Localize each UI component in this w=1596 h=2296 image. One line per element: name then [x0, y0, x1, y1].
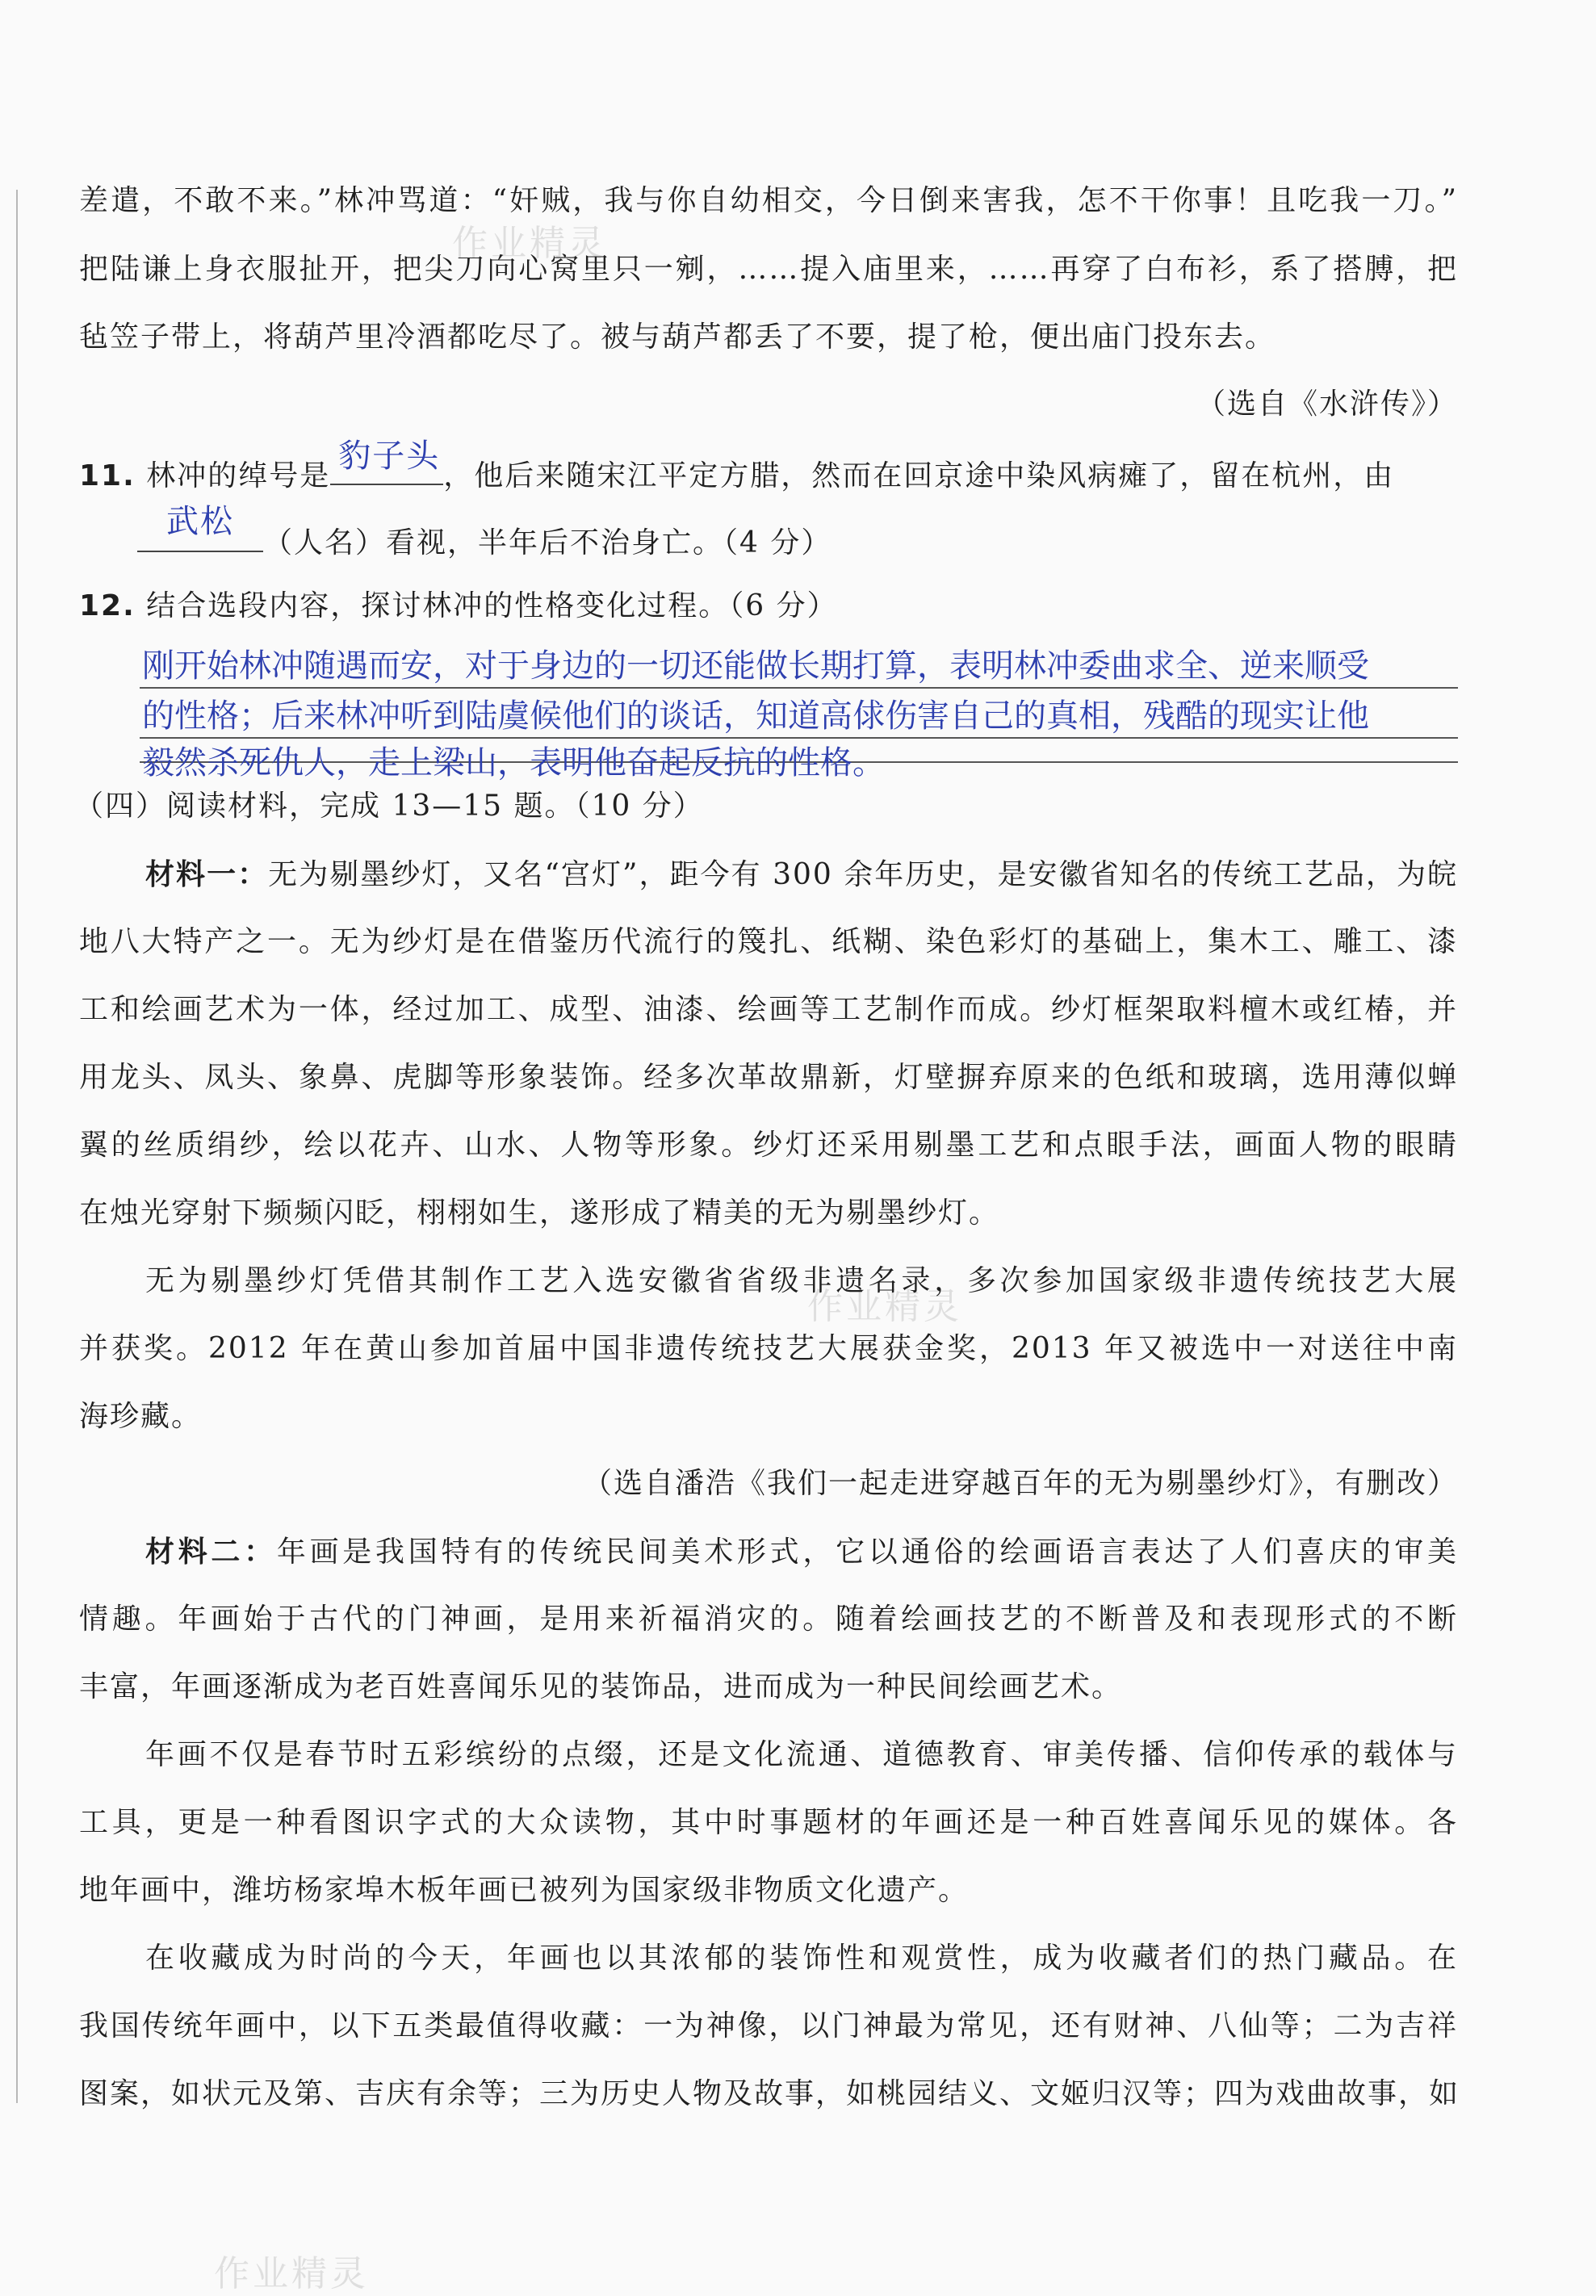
question-number: 12. — [79, 589, 136, 622]
material-2-line: 在收藏成为时尚的今天，年画也以其浓郁的装饰性和观赏性，成为收藏者们的热门藏品。在 — [145, 1942, 1458, 1975]
material-1-line: 用龙头、凤头、象鼻、虎脚等形象装饰。经多次革故鼎新，灯壁摒弃原来的色纸和玻璃，选用薄似蝉 — [79, 1061, 1458, 1094]
material-2-line: 情趣。年画始于古代的门神画，是用来祈福消灾的。随着绘画技艺的不断普及和表现形式的不断 — [79, 1603, 1458, 1636]
material-1-line: 海珍藏。 — [79, 1400, 203, 1433]
material-1-line: 工和绘画艺术为一体，经过加工、成型、油漆、绘画等工艺制作而成。纱灯框架取料檀木或红椿，并 — [79, 993, 1458, 1026]
material-1-line: 并获奖。2012 年在黄山参加首届中国非遗传统技艺大展获金奖，2013 年又被选中一对送往中南 — [79, 1332, 1458, 1365]
passage-line: 把陆谦上身衣服扯开，把尖刀向心窝里只一剜，……提入庙里来，……再穿了白布衫，系了搭膊，把 — [79, 253, 1458, 286]
handwritten-answer-line: 的性格；后来林冲听到陆虞候他们的谈话，知道高俅伤害自己的真相，残酷的现实让他 — [142, 698, 1369, 735]
question-11 — [79, 438, 1395, 494]
question-number: 11. — [79, 459, 136, 492]
handwritten-answer-line: 刚开始林冲随遇而安，对于身边的一切还能做长期打算，表明林冲委曲求全、逆来顺受 — [142, 647, 1369, 685]
material-1-line: 地八大特产之一。无为纱灯是在借鉴历代流行的篾扎、纸糊、染色彩灯的基础上，集木工、雕工、漆 — [79, 925, 1458, 958]
material-label: 材料一： — [145, 857, 269, 891]
answer-blank — [137, 503, 263, 552]
question-11-continued — [137, 503, 832, 561]
section-heading: （四）阅读材料，完成 13—15 题。（10 分） — [74, 790, 704, 823]
passage-line: 差遣，不敢不来。”林冲骂道：“奸贼，我与你自幼相交，今日倒来害我，怎不干你事！且吃我一刀。” — [79, 184, 1458, 217]
question-text: 林冲的绰号是 — [146, 459, 331, 492]
answer-blank — [330, 438, 443, 485]
answer-rule — [140, 737, 1458, 739]
material-2-line: 图案，如状元及第、吉庆有余等；三为历史人物及故事，如桃园结义、文姬归汉等；四为戏曲故事，如 — [79, 2077, 1460, 2110]
answer-rule — [140, 687, 1458, 689]
passage-line: 毡笠子带上，将葫芦里冷酒都吃尽了。被与葫芦都丢了不要，提了枪，便出庙门投东去。 — [79, 321, 1276, 354]
material-2-line: 地年画中，潍坊杨家埠木板年画已被列为国家级非物质文化遗产。 — [79, 1874, 970, 1907]
material-2-line: 工具，更是一种看图识字式的大众读物，其中时事题材的年画还是一种百姓喜闻乐见的媒体。各 — [79, 1806, 1458, 1839]
question-text: 结合选段内容，探讨林冲的性格变化过程。（6 分） — [146, 589, 838, 622]
watermark: 作业精灵 — [214, 2253, 369, 2294]
material-2-line: 丰富，年画逐渐成为老百姓喜闻乐见的装饰品，进而成为一种民间绘画艺术。 — [79, 1670, 1123, 1703]
material-1-line: 无为剔墨纱灯凭借其制作工艺入选安徽省省级非遗名录，多次参加国家级非遗传统技艺大展 — [145, 1264, 1458, 1297]
handwritten-answer-line: 毅然杀死仇人，走上梁山，表明他奋起反抗的性格。 — [142, 744, 885, 781]
material-1-line: 材料一：无为剔墨纱灯，又名“宫灯”，距今有 300 余年历史，是安徽省知名的传统工艺品，为皖 — [145, 857, 1458, 891]
watermark: 作业精灵 — [452, 223, 607, 264]
handwritten-answer: 武松 — [166, 503, 234, 540]
material-2-line: 我国传统年画中，以下五类最值得收藏：一为神像，以门神最为常见，还有财神、八仙等；二为吉祥 — [79, 2009, 1458, 2043]
material-1-source: （选自潘浩《我们一起走进穿越百年的无为剔墨纱灯》，有删改） — [582, 1467, 1458, 1500]
question-text: ，他后来随宋江平定方腊，然而在回京途中染风病瘫了，留在杭州，由 — [443, 459, 1395, 492]
material-1-line: 在烛光穿射下频频闪眨，栩栩如生，遂形成了精美的无为剔墨纱灯。 — [79, 1196, 1000, 1230]
watermark: 作业精灵 — [807, 1286, 962, 1327]
passage-source: （选自《水浒传》） — [1196, 388, 1458, 421]
question-12 — [79, 589, 838, 624]
handwritten-answer: 豹子头 — [338, 438, 441, 475]
question-text: （人名）看视，半年后不治身亡。（4 分） — [263, 526, 832, 559]
material-1-line: 翼的丝质绢纱，绘以花卉、山水、人物等形象。纱灯还采用剔墨工艺和点眼手法，画面人物的眼睛 — [79, 1129, 1458, 1162]
material-2-line: 材料二：年画是我国特有的传统民间美术形式，它以通俗的绘画语言表达了人们喜庆的审美 — [145, 1535, 1458, 1569]
material-label: 材料二： — [145, 1535, 277, 1569]
page-margin-rule — [16, 190, 18, 2103]
material-2-line: 年画不仅是春节时五彩缤纷的点缀，还是文化流通、道德教育、审美传播、信仰传承的载体与 — [145, 1738, 1458, 1771]
